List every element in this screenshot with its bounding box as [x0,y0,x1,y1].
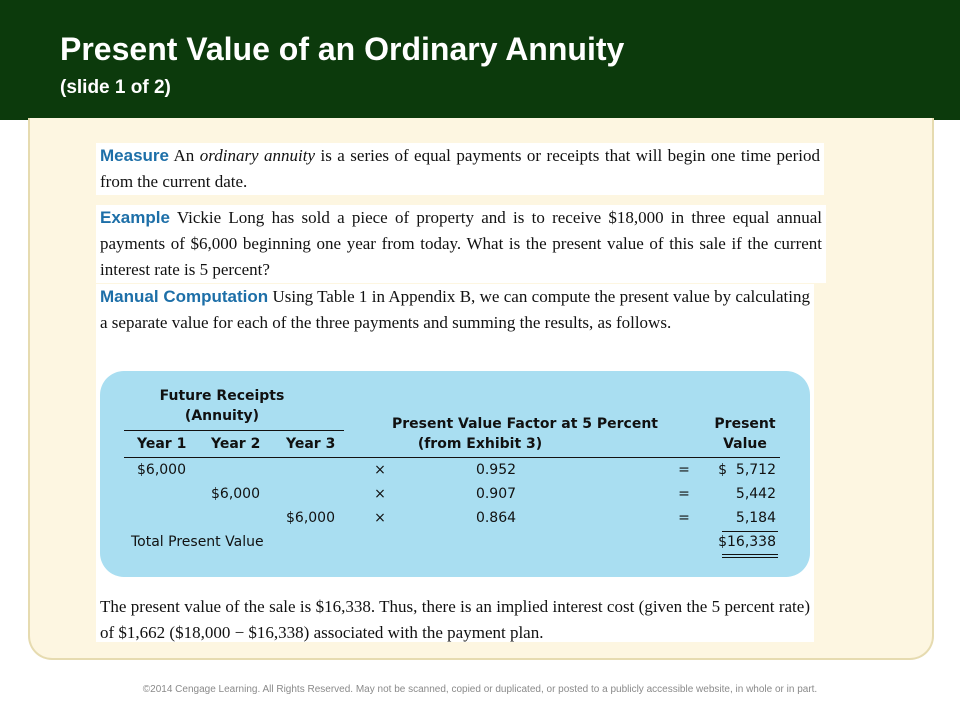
copyright-footer: ©2014 Cengage Learning. All Rights Reserved. May not be scanned, copied or duplicated, or posted to a publicly accessible website, in whole or in part. [142,684,818,695]
measure-text-post: is a series of equal payments or receipts that will begin one time period from the current date. [100,146,820,191]
conclusion-text: The present value of the sale is $16,338. Thus, there is an implied interest cost (given the 5 percent rate) of $1,662 ($18,000 − $16,338) associated with the payment plan. [100,597,810,642]
present-header: Present [714,416,776,432]
row2-equals: = [678,486,690,502]
year3-header: Year 3 [286,436,336,452]
example-box [96,205,826,283]
value-header: Value [723,436,767,452]
year1-header: Year 1 [137,436,187,452]
total-value: $16,338 [718,534,776,550]
row2-times: × [374,486,386,502]
total-rule-1 [722,554,778,555]
manual-text: Using Table 1 in Appendix B, we can compute the present value by calculating a separate value for each of the three payments and summing the results, as follows. [100,287,810,332]
row1-equals: = [678,462,690,478]
row2-receipt: $6,000 [211,486,260,502]
pv-factor-header: Present Value Factor at 5 Percent [392,416,658,432]
row1-value: $ 5,712 [718,462,776,478]
measure-text-pre: An [168,146,200,165]
measure-box [96,143,824,195]
conclusion-box [96,594,814,642]
header-divider [124,430,344,431]
row3-value: 5,184 [735,510,776,526]
example-text: Vickie Long has sold a piece of property and is to receive $18,000 in three equal annual payments of $6,000 beginning one year from today. What is the present value of this sale if the current interest rate is 5 percent? [100,208,822,279]
year2-header: Year 2 [211,436,261,452]
computation-table [100,371,810,577]
manual-label: Manual Computation [100,287,269,306]
measure-label: Measure [100,146,169,165]
slide-title: Present Value of an Ordinary Annuity [60,31,625,67]
total-rule-2 [722,557,778,558]
slide-header [0,0,960,120]
row3-factor: 0.864 [475,510,517,526]
subtotal-rule [722,531,778,532]
future-receipts-header: Future Receipts [159,388,285,404]
row1-times: × [374,462,386,478]
measure-term: ordinary annuity [199,146,316,165]
column-header-divider [124,457,780,458]
row3-times: × [374,510,386,526]
row2-value: 5,442 [735,486,776,502]
example-label: Example [100,208,170,227]
row2-factor: 0.907 [475,486,517,502]
row1-factor: 0.952 [475,462,517,478]
row3-receipt: $6,000 [286,510,335,526]
row1-receipt: $6,000 [137,462,186,478]
manual-computation-box [96,284,814,364]
annuity-header: (Annuity) [184,408,260,424]
row3-equals: = [678,510,690,526]
slide-subtitle: (slide 1 of 2) [60,77,171,98]
exhibit-header: (from Exhibit 3) [417,436,543,452]
total-label: Total Present Value [131,534,264,550]
